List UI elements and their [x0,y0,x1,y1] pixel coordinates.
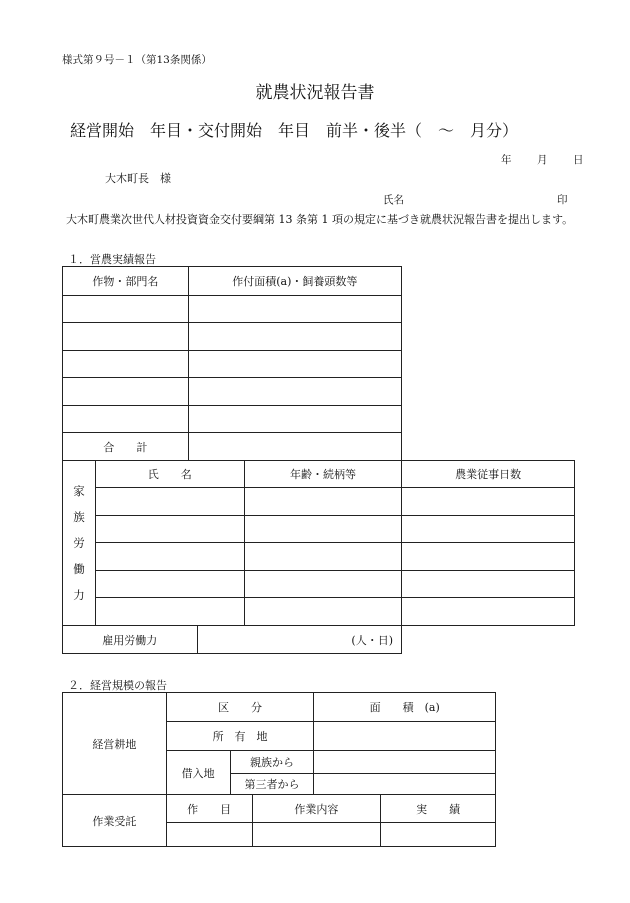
document-title: 就農状況報告書 [255,83,375,103]
from-relatives-label: 親族から [230,751,314,774]
contract-crop-cell[interactable] [166,823,252,847]
crop-header: 作物・部門名 [63,267,189,296]
crop-cell[interactable] [63,378,189,406]
seal-mark: 印 [557,194,568,206]
member-days-cell[interactable] [402,598,575,626]
contract-work-cell[interactable] [252,823,381,847]
member-name-cell[interactable] [95,571,244,598]
owned-land-area[interactable] [314,722,496,751]
land-area-header: 面 積 (a) [314,693,496,722]
contract-work-label: 作業受託 [63,795,167,847]
area-cell[interactable] [188,351,401,378]
crop-cell[interactable] [63,323,189,351]
crop-column-header: 作 目 [166,795,252,823]
member-age-cell[interactable] [244,543,402,571]
section2-heading: ２．経営規模の報告 [68,679,167,692]
land-table [62,692,496,795]
crop-cell[interactable] [63,351,189,378]
contract-result-cell[interactable] [381,823,496,847]
hired-labor-label: 雇用労働力 [63,626,198,654]
section1-heading: １．営農実績報告 [68,253,156,266]
contract-work-table [62,794,496,847]
result-header: 実 績 [381,795,496,823]
date-month: 月 [537,154,548,166]
area-cell[interactable] [188,406,401,433]
hired-labor-unit: (人・日) [351,633,393,647]
from-relatives-area[interactable] [314,751,496,774]
form-number: 様式第９号－１（第13条関係） [62,54,212,66]
hired-labor-table [62,625,402,654]
total-label: 合 計 [63,433,189,461]
from-third-party-label: 第三者から [230,774,314,795]
member-name-cell[interactable] [95,543,244,571]
area-cell[interactable] [188,323,401,351]
member-days-cell[interactable] [402,571,575,598]
crop-cell[interactable] [63,296,189,323]
family-labor-label: 家 族 労 働 力 [63,461,96,626]
area-cell[interactable] [188,296,401,323]
member-days-cell[interactable] [402,488,575,516]
member-age-cell[interactable] [244,488,402,516]
area-cell[interactable] [188,378,401,406]
crop-table [62,266,402,461]
body-text: 大木町農業次世代人材投資資金交付要綱第 13 条第 1 項の規定に基づき就農状況報告書を提出します。 [66,213,574,226]
days-header: 農業従事日数 [402,461,575,488]
addressee: 大木町長 様 [105,172,171,185]
family-labor-table [62,460,575,626]
date-year: 年 [501,154,512,166]
work-content-header: 作業内容 [252,795,381,823]
document-subtitle: 経営開始 年目・交付開始 年目 前半・後半（ ～ 月分） [70,121,519,140]
name-label: 氏名 [383,194,404,206]
hired-labor-value[interactable] [197,626,401,654]
member-age-cell[interactable] [244,516,402,543]
member-name-cell[interactable] [95,598,244,626]
total-value[interactable] [188,433,401,461]
date-day: 日 [573,154,584,166]
land-label: 経営耕地 [63,693,167,795]
member-age-cell[interactable] [244,598,402,626]
member-age-cell[interactable] [244,571,402,598]
member-days-cell[interactable] [402,543,575,571]
leased-land-label: 借入地 [166,751,230,795]
area-header: 作付面積(a)・飼養頭数等 [188,267,401,296]
member-name-cell[interactable] [95,516,244,543]
age-header: 年齢・続柄等 [244,461,402,488]
owned-land-label: 所 有 地 [166,722,314,751]
member-name-cell[interactable] [95,488,244,516]
division-header: 区 分 [166,693,314,722]
name-header: 氏 名 [95,461,244,488]
from-third-party-area[interactable] [314,774,496,795]
crop-cell[interactable] [63,406,189,433]
member-days-cell[interactable] [402,516,575,543]
